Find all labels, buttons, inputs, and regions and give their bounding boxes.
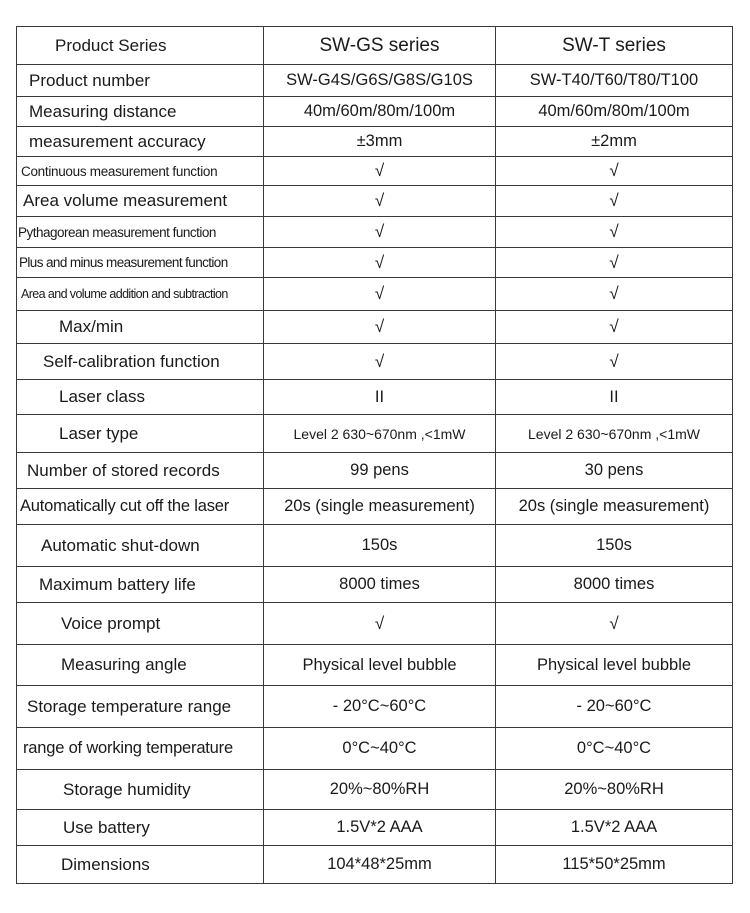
- gs-value: Level 2 630~670nm ,<1mW: [264, 415, 496, 453]
- row-label: Max/min: [17, 311, 264, 344]
- table-row: [17, 217, 733, 248]
- table-row: [17, 567, 733, 603]
- table-row: [17, 415, 733, 453]
- gs-value: - 20°C~60°C: [264, 686, 496, 728]
- row-label: Area volume measurement: [17, 186, 264, 217]
- t-value: √: [496, 217, 733, 248]
- gs-value: SW-G4S/G6S/G8S/G10S: [264, 65, 496, 97]
- gs-value: 150s: [264, 525, 496, 567]
- gs-value: 20%~80%RH: [264, 770, 496, 810]
- row-label: Laser type: [17, 415, 264, 453]
- gs-value: 1.5V*2 AAA: [264, 810, 496, 846]
- t-value: √: [496, 344, 733, 380]
- table-row: [17, 728, 733, 770]
- table-row: [17, 127, 733, 157]
- gs-value: √: [264, 217, 496, 248]
- row-label: Area and volume addition and subtraction: [17, 278, 264, 311]
- row-label: range of working temperature: [17, 728, 264, 770]
- header-t-series: SW-T series: [496, 27, 733, 65]
- t-value: ±2mm: [496, 127, 733, 157]
- row-label: Storage temperature range: [17, 686, 264, 728]
- row-label: Automatically cut off the laser: [17, 489, 264, 525]
- row-label: Number of stored records: [17, 453, 264, 489]
- table-row: [17, 65, 733, 97]
- gs-value: II: [264, 380, 496, 415]
- gs-value: 104*48*25mm: [264, 846, 496, 884]
- gs-value: √: [264, 278, 496, 311]
- t-value: 20s (single measurement): [496, 489, 733, 525]
- row-label: Self-calibration function: [17, 344, 264, 380]
- t-value: Level 2 630~670nm ,<1mW: [496, 415, 733, 453]
- t-value: √: [496, 248, 733, 278]
- t-value: SW-T40/T60/T80/T100: [496, 65, 733, 97]
- table-row: [17, 453, 733, 489]
- gs-value: ±3mm: [264, 127, 496, 157]
- t-value: √: [496, 311, 733, 344]
- row-label: Laser class: [17, 380, 264, 415]
- gs-value: Physical level bubble: [264, 645, 496, 686]
- row-label: Measuring angle: [17, 645, 264, 686]
- gs-value: 8000 times: [264, 567, 496, 603]
- table-row: [17, 603, 733, 645]
- table-row: [17, 278, 733, 311]
- row-label: Continuous measurement function: [17, 157, 264, 186]
- row-label: Dimensions: [17, 846, 264, 884]
- row-label: Voice prompt: [17, 603, 264, 645]
- table-row: [17, 846, 733, 884]
- row-label: Maximum battery life: [17, 567, 264, 603]
- row-label: Automatic shut-down: [17, 525, 264, 567]
- t-value: √: [496, 186, 733, 217]
- gs-value: 0°C~40°C: [264, 728, 496, 770]
- gs-value: √: [264, 248, 496, 278]
- t-value: II: [496, 380, 733, 415]
- spec-comparison-table: [16, 26, 733, 884]
- gs-value: 20s (single measurement): [264, 489, 496, 525]
- t-value: Physical level bubble: [496, 645, 733, 686]
- header-row: [17, 27, 733, 65]
- t-value: √: [496, 278, 733, 311]
- t-value: 8000 times: [496, 567, 733, 603]
- t-value: √: [496, 603, 733, 645]
- t-value: - 20~60°C: [496, 686, 733, 728]
- row-label: Measuring distance: [17, 97, 264, 127]
- table-row: [17, 344, 733, 380]
- table-row: [17, 97, 733, 127]
- row-label: measurement accuracy: [17, 127, 264, 157]
- row-label: Product number: [17, 65, 264, 97]
- t-value: 30 pens: [496, 453, 733, 489]
- t-value: 0°C~40°C: [496, 728, 733, 770]
- row-label: Storage humidity: [17, 770, 264, 810]
- gs-value: √: [264, 186, 496, 217]
- gs-value: 99 pens: [264, 453, 496, 489]
- t-value: 40m/60m/80m/100m: [496, 97, 733, 127]
- t-value: 20%~80%RH: [496, 770, 733, 810]
- table-row: [17, 248, 733, 278]
- header-gs-series: SW-GS series: [264, 27, 496, 65]
- gs-value: √: [264, 157, 496, 186]
- row-label: Use battery: [17, 810, 264, 846]
- gs-value: √: [264, 311, 496, 344]
- table-row: [17, 311, 733, 344]
- row-label: Pythagorean measurement function: [17, 217, 264, 248]
- gs-value: √: [264, 603, 496, 645]
- table-row: [17, 810, 733, 846]
- t-value: 115*50*25mm: [496, 846, 733, 884]
- gs-value: 40m/60m/80m/100m: [264, 97, 496, 127]
- table-row: [17, 686, 733, 728]
- table-row: [17, 770, 733, 810]
- table-row: [17, 525, 733, 567]
- table-row: [17, 157, 733, 186]
- row-label: Plus and minus measurement function: [17, 248, 264, 278]
- table-row: [17, 380, 733, 415]
- table-row: [17, 645, 733, 686]
- table-row: [17, 186, 733, 217]
- table-row: [17, 489, 733, 525]
- header-label: Product Series: [17, 27, 264, 65]
- t-value: √: [496, 157, 733, 186]
- t-value: 150s: [496, 525, 733, 567]
- t-value: 1.5V*2 AAA: [496, 810, 733, 846]
- gs-value: √: [264, 344, 496, 380]
